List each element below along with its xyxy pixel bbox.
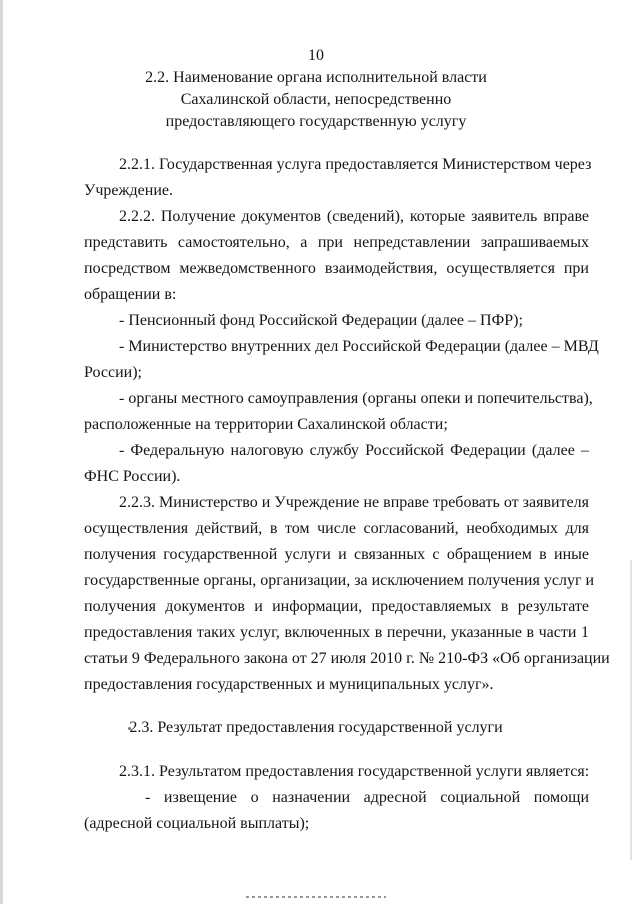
list-item-fns-line-1: - Федеральную налоговую службу Российской Федерации (далее – <box>119 442 589 459</box>
p-2-3-1: 2.3.1. Результатом предоставления государственной услуги является: <box>119 763 590 780</box>
p-2-2-2-line-2: представить самостоятельно, а при непредставлении запрашиваемых <box>84 234 589 251</box>
page-number: 10 <box>308 47 324 64</box>
p-2-2-3-line-3: получения государственной услуги и связанных с обращением в иные <box>84 546 589 563</box>
p-2-2-3-line-1: 2.2.3. Министерство и Учреждение не вправе требовать от заявителя <box>119 494 589 511</box>
p-2-2-2-line-3: посредством межведомственного взаимодействия, осуществляется при <box>84 260 589 277</box>
p-2-2-2-line-4: обращении в: <box>84 286 177 303</box>
list-item-local-gov-line-1: - органы местного самоуправления (органы опеки и попечительства), <box>119 390 593 407</box>
p-2-2-3-line-5: получения документов и информации, предоставляемых в результате <box>84 598 589 615</box>
list-item-local-gov-line-2: расположенные на территории Сахалинской области; <box>84 416 448 433</box>
p-2-2-3-line-7: статьи 9 Федерального закона от 27 июля 2010 г. № 210-ФЗ «Об организации <box>84 650 610 667</box>
p-2-2-3-line-2: осуществления действий, в том числе согласований, необходимых для <box>84 520 589 537</box>
section-2-2-title-line-1: 2.2. Наименование органа исполнительной власти <box>145 69 487 86</box>
list-item-fns-line-2: ФНС России). <box>84 468 181 485</box>
p-2-2-2-line-1: 2.2.2. Получение документов (сведений), которые заявитель вправе <box>119 208 589 225</box>
scan-bottom-artifact <box>246 896 386 898</box>
result-item-line-2: (адресной социальной выплаты); <box>84 815 310 832</box>
scan-edge-left <box>0 0 3 904</box>
result-item-line-1: - извещение о назначении адресной социальной помощи <box>145 789 589 806</box>
section-2-2-title-line-3: предоставляющего государственную услугу <box>165 113 467 130</box>
p-2-2-1-line-1: 2.2.1. Государственная услуга предоставляется Министерством через <box>119 156 592 173</box>
section-2-3-title: 2.3. Результат предоставления государственной услуги <box>129 719 503 736</box>
p-2-2-3-line-4: государственные органы, организации, за исключением получения услуг и <box>84 572 595 589</box>
p-2-2-3-line-8: предоставления государственных и муниципальных услуг». <box>84 676 494 693</box>
list-item-mvd-line-1: - Министерство внутренних дел Российской Федерации (далее – МВД <box>119 338 599 355</box>
list-item-pfr: - Пенсионный фонд Российской Федерации (далее – ПФР); <box>119 312 523 329</box>
list-item-mvd-line-2: России); <box>84 364 142 381</box>
section-2-2-title-line-2: Сахалинской области, непосредственно <box>180 91 452 108</box>
p-2-2-1-line-2: Учреждение. <box>84 182 173 199</box>
p-2-2-3-line-6: предоставления таких услуг, включенных в перечни, указанные в части 1 <box>84 624 589 641</box>
